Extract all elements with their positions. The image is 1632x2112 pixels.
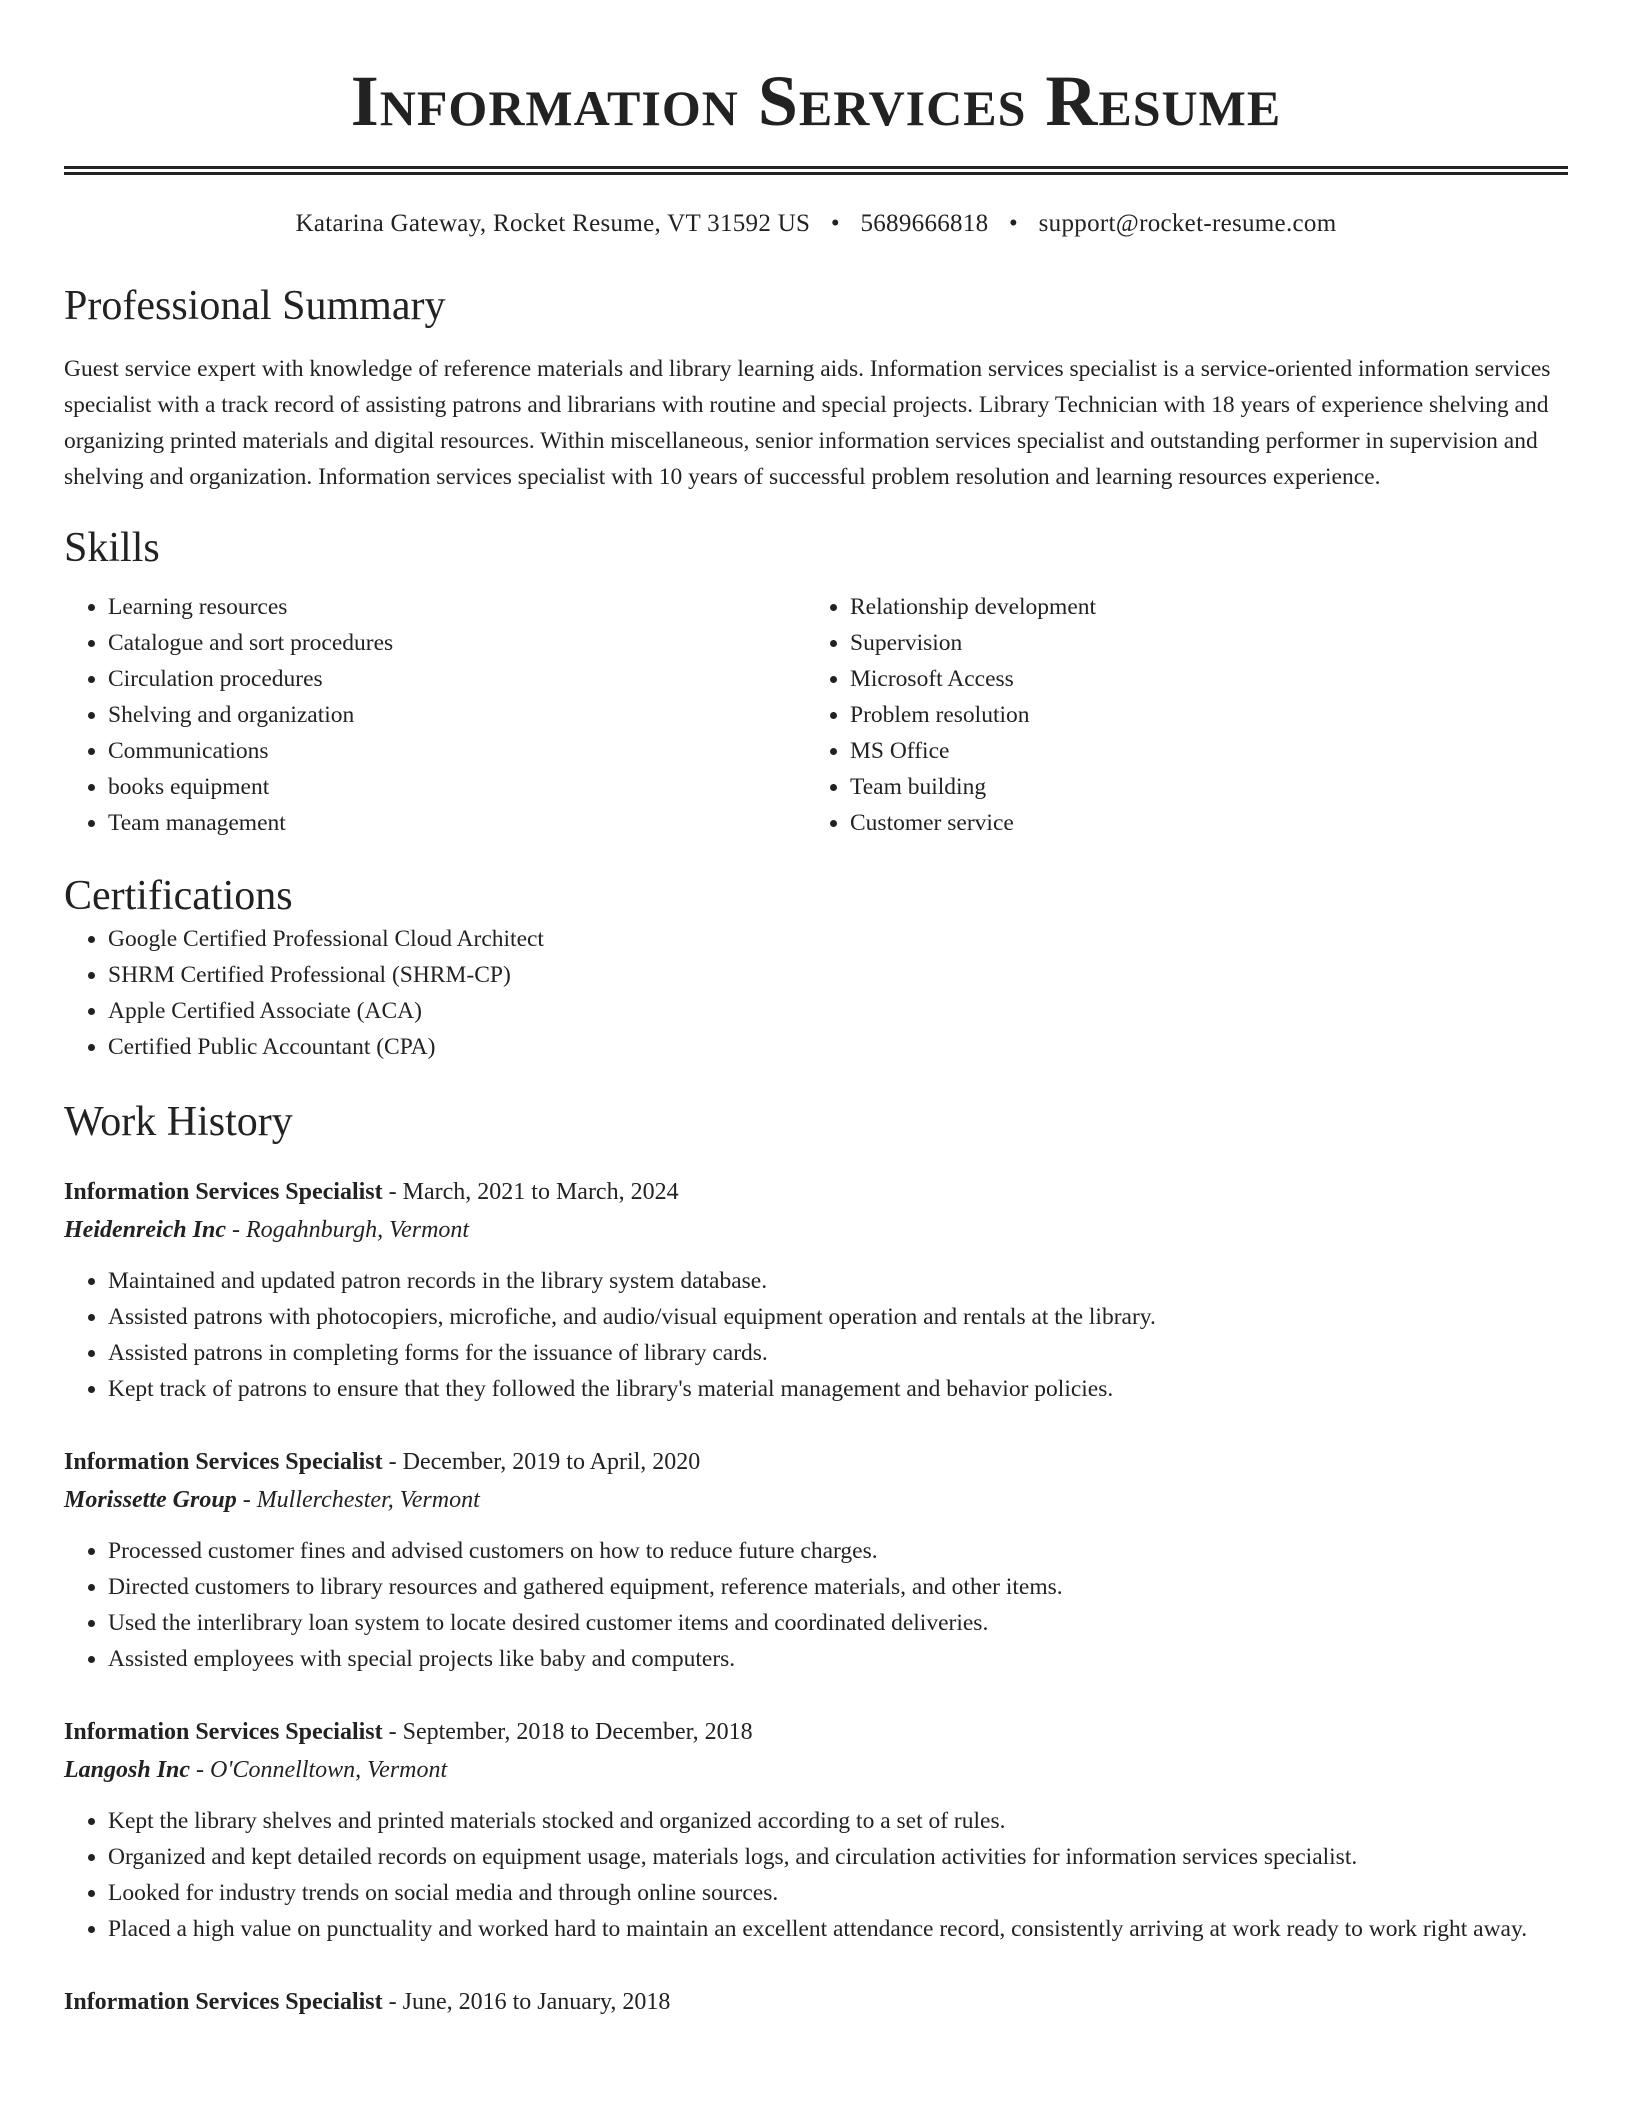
job-dates: September, 2018 to December, 2018: [402, 1719, 753, 1745]
skills-column-left: [64, 589, 806, 841]
summary-text: Guest service expert with knowledge of reference materials and library learning aids. Information services specialist is a service-oriented information services specialist with a track record of assisting patrons and librarians with routine and special projects. Library Technician with 18 years of experience shelving and organizing printed materials and digital resources. Within miscellaneous, senior information services specialist and outstanding performer in supervision and shelving and organization. Information services specialist with 10 years of successful problem resolution and learning resources experience.: [64, 356, 1551, 490]
job-header: [64, 1983, 1568, 2021]
skills-list-right: [806, 589, 1548, 841]
job-dash: -: [236, 1487, 257, 1513]
skills-list-left: [64, 589, 806, 841]
job-location: O'Connelltown, Vermont: [210, 1757, 448, 1783]
job-employer: [64, 1481, 1568, 1519]
job-dates: December, 2019 to April, 2020: [402, 1449, 701, 1475]
job-company: Morissette Group: [64, 1487, 237, 1513]
skill-item: • Problem resolution: [850, 697, 1548, 733]
job-employer: [64, 1211, 1568, 1249]
job-duty: • Assisted patrons in completing forms for the issuance of library cards.: [108, 1335, 1568, 1371]
resume-page: [64, 0, 1568, 2021]
contact-phone: 5689666818: [860, 210, 989, 237]
job-duties: [64, 1263, 1568, 1407]
job-location: Mullerchester, Vermont: [256, 1487, 480, 1513]
skill-item: • Microsoft Access: [850, 661, 1548, 697]
certification-item: • Google Certified Professional Cloud Architect: [108, 921, 1568, 957]
job-company: Langosh Inc: [64, 1757, 191, 1783]
job-entry: [64, 1713, 1568, 1947]
skill-item: • Customer service: [850, 805, 1548, 841]
job-entry: [64, 1173, 1568, 1407]
skill-item: • books equipment: [108, 769, 806, 805]
skill-item: • Relationship development: [850, 589, 1548, 625]
skill-item: • MS Office: [850, 733, 1548, 769]
skill-item: • Learning resources: [108, 589, 806, 625]
job-header: [64, 1713, 1568, 1751]
skills-heading: Skills: [64, 525, 160, 571]
job-dash: -: [226, 1217, 246, 1243]
job-company: Heidenreich Inc: [64, 1217, 226, 1243]
job-title: Information Services Specialist: [64, 1449, 383, 1475]
job-dash: -: [382, 1989, 403, 2015]
job-duty: • Looked for industry trends on social media and through online sources.: [108, 1875, 1568, 1911]
job-dates: March, 2021 to March, 2024: [402, 1179, 679, 1205]
resume-title: Information Services Resume: [350, 61, 1282, 141]
job-location: Rogahnburgh, Vermont: [246, 1217, 470, 1243]
title-divider: [64, 166, 1568, 175]
summary-heading: Professional Summary: [64, 283, 446, 329]
skill-item: • Communications: [108, 733, 806, 769]
skill-item: • Circulation procedures: [108, 661, 806, 697]
job-title: Information Services Specialist: [64, 1179, 383, 1205]
job-duty: • Directed customers to library resources and gathered equipment, reference materials, and other items.: [108, 1569, 1568, 1605]
job-duty: • Assisted patrons with photocopiers, microfiche, and audio/visual equipment operation and rentals at the library.: [108, 1299, 1568, 1335]
job-dash: -: [382, 1179, 403, 1205]
job-entry: [64, 1443, 1568, 1677]
job-entry: [64, 1983, 1568, 2021]
job-title: Information Services Specialist: [64, 1719, 383, 1745]
job-dash: -: [382, 1719, 403, 1745]
contact-separator: •: [830, 210, 840, 237]
skills-column-right: [806, 589, 1548, 841]
skill-item: • Team building: [850, 769, 1548, 805]
job-duty: • Assisted employees with special projects like baby and computers.: [108, 1641, 1568, 1677]
job-header: [64, 1443, 1568, 1481]
certifications-list: [64, 921, 1568, 1065]
certification-item: • Apple Certified Associate (ACA): [108, 993, 1568, 1029]
contact-line: [64, 207, 1568, 241]
job-employer: [64, 1751, 1568, 1789]
skill-item: • Catalogue and sort procedures: [108, 625, 806, 661]
contact-address: Katarina Gateway, Rocket Resume, VT 31592 US: [295, 210, 811, 237]
job-duty: • Kept track of patrons to ensure that they followed the library's material management and behavior policies.: [108, 1371, 1568, 1407]
job-dash: -: [382, 1449, 403, 1475]
contact-email: support@rocket-resume.com: [1038, 210, 1337, 237]
contact-separator: •: [1009, 210, 1019, 237]
job-duty: • Processed customer fines and advised customers on how to reduce future charges.: [108, 1533, 1568, 1569]
certification-item: • SHRM Certified Professional (SHRM-CP): [108, 957, 1568, 993]
skill-item: • Shelving and organization: [108, 697, 806, 733]
skill-item: • Team management: [108, 805, 806, 841]
job-duties: [64, 1803, 1568, 1947]
job-dash: -: [190, 1757, 211, 1783]
job-header: [64, 1173, 1568, 1211]
skills-columns: [64, 589, 1568, 841]
certification-item: • Certified Public Accountant (CPA): [108, 1029, 1568, 1065]
work-history-heading: Work History: [64, 1099, 293, 1145]
skill-item: • Supervision: [850, 625, 1548, 661]
job-duty: • Maintained and updated patron records in the library system database.: [108, 1263, 1568, 1299]
job-duty: • Kept the library shelves and printed materials stocked and organized according to a set of rules.: [108, 1803, 1568, 1839]
job-duty: • Placed a high value on punctuality and worked hard to maintain an excellent attendance record, consistently arriving at work ready to work right away.: [108, 1911, 1568, 1947]
job-dates: June, 2016 to January, 2018: [402, 1989, 671, 2015]
certifications-heading: Certifications: [64, 873, 293, 919]
job-duty: • Used the interlibrary loan system to locate desired customer items and coordinated deliveries.: [108, 1605, 1568, 1641]
job-title: Information Services Specialist: [64, 1989, 383, 2015]
job-duties: [64, 1533, 1568, 1677]
job-duty: • Organized and kept detailed records on equipment usage, materials logs, and circulation activities for information services specialist.: [108, 1839, 1568, 1875]
